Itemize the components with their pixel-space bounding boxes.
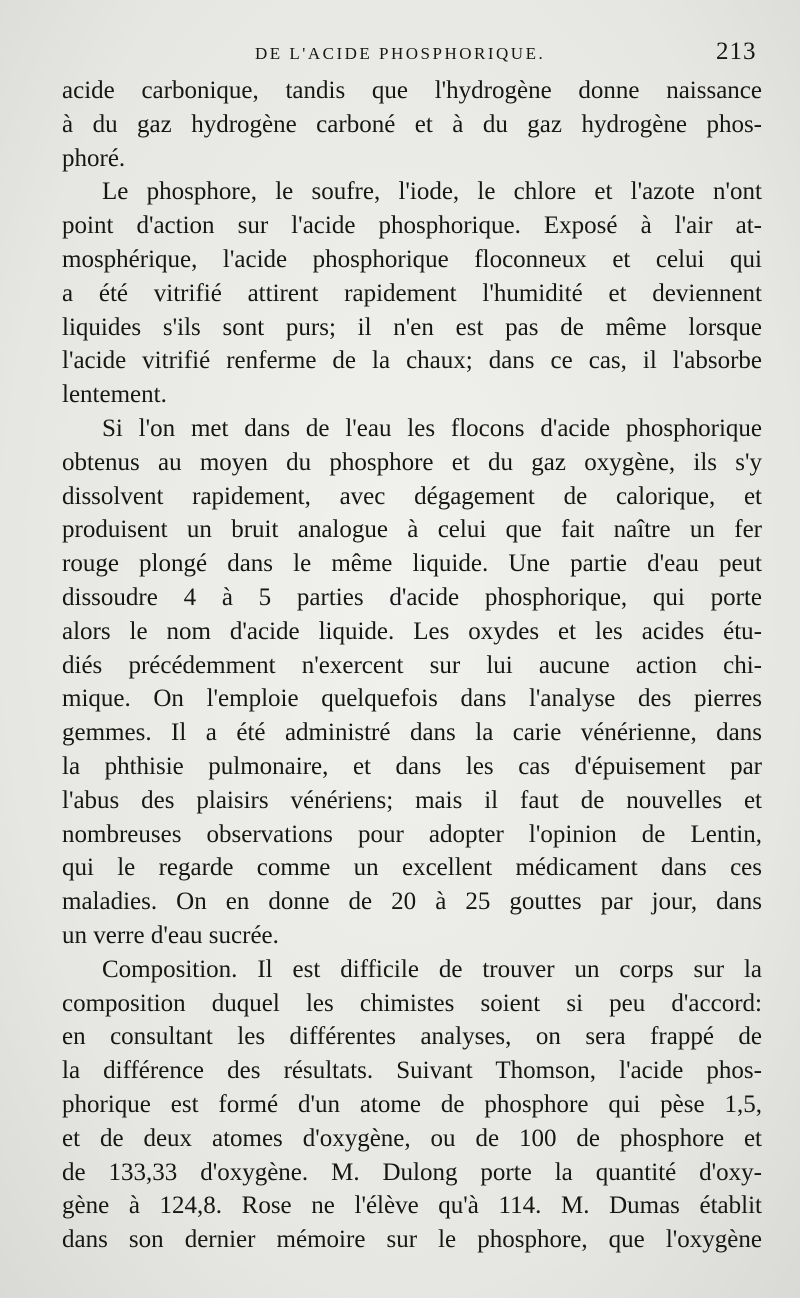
text-line: nombreuses observations pour adopter l'opinion de Lentin, (62, 820, 762, 848)
text-line: mique. On l'emploie quelquefois dans l'analyse des pierres (62, 685, 762, 713)
running-head: DE L'ACIDE PHOSPHORIQUE. (255, 44, 546, 63)
text-line: la phthisie pulmonaire, et dans les cas d'épuisement par (62, 752, 762, 780)
text-line: mosphérique, l'acide phosphorique floconneux et celui qui (62, 245, 762, 273)
text-line: point d'action sur l'acide phosphorique. Exposé à l'air at- (62, 212, 762, 240)
text-line: rouge plongé dans le même liquide. Une partie d'eau peut (62, 550, 762, 578)
text-line: un verre d'eau sucrée. (62, 921, 279, 949)
text-line: composition duquel les chimistes soient si peu d'accord: (62, 989, 762, 1017)
text-line: maladies. On en donne de 20 à 25 gouttes par jour, dans (62, 888, 762, 916)
text-line: a été vitrifié attirent rapidement l'humidité et deviennent (62, 279, 762, 307)
text-line: diés précédemment n'exercent sur lui aucune action chi- (62, 651, 762, 679)
text-line: produisent un bruit analogue à celui que fait naître un fer (62, 516, 762, 544)
paragraph (62, 412, 762, 953)
paragraph (62, 175, 762, 412)
text-line: phoré. (62, 144, 126, 172)
page-number: 213 (716, 38, 757, 65)
text-line: à du gaz hydrogène carboné et à du gaz hydrogène phos- (62, 110, 762, 138)
text-line: liquides s'ils sont purs; il n'en est pas de même lorsque (62, 313, 762, 341)
text-line: obtenus au moyen du phosphore et du gaz oxygène, ils s'y (62, 448, 762, 476)
text-line: alors le nom d'acide liquide. Les oxydes et les acides étu- (62, 617, 762, 645)
text-line: de 133,33 d'oxygène. M. Dulong porte la quantité d'oxy- (62, 1158, 762, 1186)
text-line: Le phosphore, le soufre, l'iode, le chlore et l'azote n'ont (102, 178, 762, 206)
text-line: Composition. Il est difficile de trouver un corps sur la (102, 955, 762, 983)
page-header (0, 34, 800, 74)
text-line: gène à 124,8. Rose ne l'élève qu'à 114. M. Dumas établit (62, 1192, 762, 1220)
text-line: l'abus des plaisirs vénériens; mais il faut de nouvelles et (62, 786, 762, 814)
text-line: la différence des résultats. Suivant Thomson, l'acide phos- (62, 1057, 762, 1085)
text-line: en consultant les différentes analyses, on sera frappé de (62, 1023, 762, 1051)
text-line: dissolvent rapidement, avec dégagement de calorique, et (62, 482, 762, 510)
text-line: l'acide vitrifié renferme de la chaux; dans ce cas, il l'absorbe (62, 347, 762, 375)
text-line: gemmes. Il a été administré dans la carie vénérienne, dans (62, 719, 762, 747)
text-line: phorique est formé d'un atome de phosphore qui pèse 1,5, (62, 1090, 762, 1118)
text-line: dissoudre 4 à 5 parties d'acide phosphorique, qui porte (62, 583, 762, 611)
paragraph (62, 953, 762, 1257)
text-line: qui le regarde comme un excellent médicament dans ces (62, 854, 762, 882)
text-line: lentement. (62, 381, 167, 409)
text-line: acide carbonique, tandis que l'hydrogène donne naissance (62, 77, 762, 104)
text-line: Si l'on met dans de l'eau les flocons d'acide phosphorique (102, 414, 762, 442)
text-line: et de deux atomes d'oxygène, ou de 100 de phosphore et (62, 1124, 762, 1152)
body-text (62, 74, 762, 1257)
paragraph (62, 74, 762, 175)
text-line: dans son dernier mémoire sur le phosphore, que l'oxygène (62, 1226, 762, 1254)
